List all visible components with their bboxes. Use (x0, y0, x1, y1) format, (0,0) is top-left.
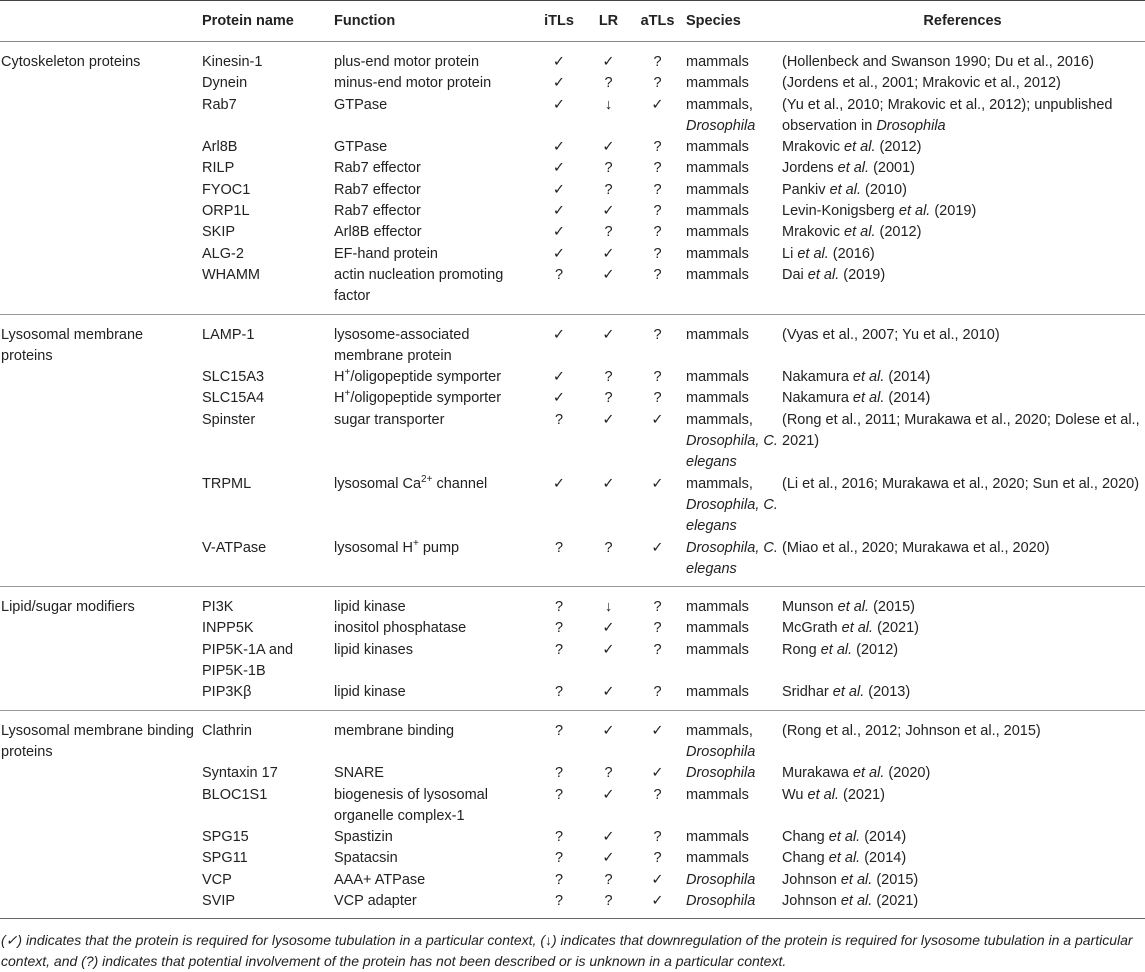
protein-name-cell: SKIP (202, 224, 236, 241)
species-cell: mammals (686, 369, 749, 386)
reference-cell: Chang et al. (2014) (782, 829, 907, 846)
atls-cell: ? (653, 829, 662, 846)
atls-cell: ? (653, 641, 662, 658)
atls-cell: ✓ (631, 891, 684, 919)
table-row (0, 474, 1145, 538)
reference-cell: (Rong et al., 2012; Johnson et al., 2015) (782, 722, 1041, 739)
category-cell (0, 827, 200, 848)
reference-cell: Mrakovic et al. (2012) (782, 224, 922, 241)
protein-name-cell: FYOC1 (202, 181, 251, 198)
species-cell: mammals (686, 203, 749, 220)
atls-cell: ? (653, 599, 662, 616)
atls-cell: ? (653, 620, 662, 637)
category-cell (0, 618, 200, 639)
lr-cell: ✓ (602, 139, 615, 156)
species-cell: mammals (686, 599, 749, 616)
table-row (0, 682, 1145, 710)
species-cell: mammals (686, 850, 749, 867)
category-cell: Lipid/sugar modifiers (1, 599, 135, 616)
protein-name-cell: Arl8B (202, 139, 238, 156)
reference-cell: Chang et al. (2014) (782, 850, 907, 867)
lr-cell: ✓ (602, 722, 615, 739)
category-cell (0, 870, 200, 891)
species-cell: Drosophila (686, 871, 756, 888)
category-cell (0, 763, 200, 784)
lr-cell: ? (586, 891, 631, 919)
reference-cell: (Rong et al., 2011; Murakawa et al., 2020; Dolese et al., 2021) (782, 411, 1140, 450)
itls-cell: ✓ (552, 75, 566, 92)
reference-cell: Johnson et al. (2015) (782, 871, 919, 888)
species-cell: mammals, Drosophila (686, 722, 756, 760)
atls-cell: ? (653, 139, 662, 156)
reference-cell: Munson et al. (2015) (782, 599, 916, 616)
function-cell: lysosomal $Ca^{2+}$ channel (334, 473, 488, 492)
lr-cell: ? (604, 765, 613, 782)
function-cell: Arl8B effector (334, 224, 422, 241)
function-cell: lipid kinase (332, 682, 532, 710)
function-cell: minus-end motor protein (334, 75, 492, 92)
header-protein-name: Protein name (200, 1, 332, 42)
protein-name-cell: SPG15 (202, 829, 249, 846)
header-function: Function (332, 1, 532, 42)
table-row (0, 618, 1145, 639)
lr-cell: ✓ (602, 620, 615, 637)
atls-cell: ? (631, 682, 684, 710)
species-cell: mammals (684, 265, 780, 314)
function-cell: lysosome-associated membrane protein (334, 326, 470, 364)
protein-name-cell: Clathrin (202, 722, 252, 739)
lr-cell: ✓ (602, 475, 615, 492)
itls-cell: ✓ (552, 181, 566, 198)
lr-cell: ✓ (602, 641, 615, 658)
table-row (0, 314, 1145, 367)
table-row (0, 222, 1145, 243)
table-row (0, 891, 1145, 919)
protein-name-cell: LAMP-1 (202, 326, 255, 343)
protein-name-cell: Dynein (202, 75, 248, 92)
protein-name-cell: ALG-2 (202, 245, 244, 262)
header-species: Species (684, 1, 780, 42)
itls-cell: ✓ (552, 203, 566, 220)
atls-cell: ? (653, 75, 662, 92)
atls-cell: ? (653, 786, 662, 803)
category-cell (0, 222, 200, 243)
species-cell: Drosophila, C. elegans (684, 538, 780, 587)
atls-cell: ✓ (651, 475, 664, 492)
reference-cell: Mrakovic et al. (2012) (782, 139, 922, 156)
table-row (0, 785, 1145, 828)
itls-cell: ? (554, 722, 564, 739)
lr-cell: ✓ (602, 786, 615, 803)
itls-cell: ? (554, 411, 564, 428)
atls-cell: ✓ (651, 722, 664, 739)
table-row (0, 640, 1145, 683)
function-cell: inositol phosphatase (334, 620, 467, 637)
itls-cell: ? (554, 641, 564, 658)
reference-cell: Nakamura et al. (2014) (782, 390, 931, 407)
lr-cell: ✓ (586, 265, 631, 314)
itls-cell: ? (554, 786, 564, 803)
table-row (0, 244, 1145, 265)
protein-name-cell: VCP (202, 871, 232, 888)
species-cell: mammals (686, 139, 749, 156)
protein-name-cell: TRPML (202, 475, 252, 492)
species-cell: mammals (684, 682, 780, 710)
category-cell (0, 474, 200, 538)
lr-cell: ? (604, 224, 613, 241)
species-cell: mammals (686, 829, 749, 846)
function-cell: Rab7 effector (334, 181, 421, 198)
itls-cell: ✓ (552, 54, 566, 70)
lr-cell: ✓ (602, 829, 615, 846)
function-cell: SNARE (334, 765, 384, 782)
protein-name-cell: SVIP (200, 891, 332, 919)
category-cell (0, 201, 200, 222)
function-cell: H+/oligopeptide symporter (334, 367, 502, 386)
atls-cell: ✓ (651, 765, 664, 782)
header-row (0, 1, 1145, 42)
reference-cell: Johnson et al. (2021) (780, 891, 1145, 919)
species-cell: Drosophila (684, 891, 780, 919)
reference-cell: Dai et al. (2019) (780, 265, 1145, 314)
function-cell: Spatacsin (334, 850, 398, 867)
category-cell: Cytoskeleton proteins (1, 54, 141, 70)
table-row (0, 410, 1145, 474)
species-cell: Drosophila (686, 765, 756, 782)
protein-name-cell: BLOC1S1 (202, 786, 268, 803)
itls-cell: ✓ (552, 475, 566, 492)
category-cell (0, 137, 200, 158)
itls-cell: ? (554, 829, 564, 846)
species-cell: mammals, Drosophila (686, 96, 756, 134)
itls-cell: ? (532, 682, 586, 710)
table-footnote: (✓) indicates that the protein is required for lysosome tubulation in a particular context, (↓) indicates that downregulation of the protein is required for lysosome tubulation in a particular context, and (?) indicates that potential involvement of the protein has not been described or is unknown in a particular context. (1, 932, 1133, 969)
reference-cell: McGrath et al. (2021) (782, 620, 920, 637)
function-cell: lipid kinase (334, 599, 406, 616)
function-cell: VCP adapter (332, 891, 532, 919)
table-row (0, 265, 1145, 314)
function-cell: EF-hand protein (334, 245, 438, 262)
lr-cell: ✓ (602, 326, 615, 343)
species-cell: mammals, Drosophila, C. elegans (686, 475, 778, 535)
header-itls: iTLs (532, 1, 586, 42)
category-cell (0, 640, 200, 683)
species-cell: mammals (686, 641, 749, 658)
atls-cell: ? (653, 369, 662, 386)
atls-cell: ? (653, 181, 662, 198)
table-row (0, 73, 1145, 94)
atls-cell: ? (653, 245, 662, 262)
table-row (0, 827, 1145, 848)
protein-name-cell: SLC15A3 (202, 369, 265, 386)
protein-name-cell: Kinesin-1 (202, 54, 263, 70)
header-atls: aTLs (631, 1, 684, 42)
category-cell (0, 891, 200, 919)
category-cell (0, 538, 200, 587)
reference-cell: (Yu et al., 2010; Mrakovic et al., 2012); unpublished observation in Drosophila (782, 96, 1113, 134)
lr-cell: ✓ (602, 54, 615, 70)
category-cell (0, 73, 200, 94)
reference-cell: Rong et al. (2012) (782, 641, 899, 658)
category-cell (0, 848, 200, 869)
species-cell: mammals (686, 75, 749, 92)
reference-cell: Jordens et al. (2001) (782, 160, 916, 177)
lr-cell: ? (604, 369, 613, 386)
itls-cell: ✓ (552, 224, 566, 241)
lr-cell: ? (586, 538, 631, 587)
table-row (0, 95, 1145, 138)
category-cell (0, 244, 200, 265)
atls-cell: ? (653, 160, 662, 177)
table-row (0, 201, 1145, 222)
itls-cell: ✓ (552, 160, 566, 177)
table-row (0, 870, 1145, 891)
atls-cell: ? (631, 265, 684, 314)
lr-cell: ? (604, 75, 613, 92)
species-cell: mammals (686, 181, 749, 198)
lr-cell: ✓ (602, 245, 615, 262)
reference-cell: (Jordens et al., 2001; Mrakovic et al., 2012) (782, 75, 1061, 92)
itls-cell: ✓ (552, 96, 566, 113)
itls-cell: ? (532, 891, 586, 919)
table-row (0, 180, 1145, 201)
atls-cell: ? (653, 54, 662, 70)
category-cell (0, 682, 200, 710)
protein-name-cell: Syntaxin 17 (202, 765, 278, 782)
function-cell: Rab7 effector (334, 160, 421, 177)
reference-cell: Levin-Konigsberg et al. (2019) (782, 203, 977, 220)
lr-cell: ✓ (602, 203, 615, 220)
table-row (0, 710, 1145, 763)
reference-cell: Pankiv et al. (2010) (782, 181, 907, 198)
atls-cell: ✓ (651, 411, 664, 428)
protein-name-cell: WHAMM (200, 265, 332, 314)
species-cell: mammals, Drosophila, C. elegans (686, 411, 778, 471)
header-lr: LR (586, 1, 631, 42)
function-cell: Rab7 effector (334, 203, 421, 220)
atls-cell: ? (653, 850, 662, 867)
atls-cell: ✓ (651, 871, 664, 888)
itls-cell: ✓ (552, 369, 566, 386)
protein-name-cell: V-ATPase (200, 538, 332, 587)
itls-cell: ? (554, 599, 564, 616)
protein-name-cell: SPG11 (202, 850, 248, 867)
itls-cell: ? (532, 265, 586, 314)
lr-cell: ↓ (604, 599, 613, 616)
function-cell: plus-end motor protein (334, 54, 480, 70)
table-row (0, 538, 1145, 587)
function-cell: H+/oligopeptide symporter (334, 388, 502, 407)
reference-cell: Li et al. (2016) (782, 245, 875, 262)
protein-name-cell: INPP5K (202, 620, 254, 637)
itls-cell: ? (554, 850, 564, 867)
table-row (0, 763, 1145, 784)
lr-cell: ? (604, 160, 613, 177)
protein-name-cell: ORP1L (202, 203, 250, 220)
category-cell (0, 410, 200, 474)
category-cell (0, 785, 200, 828)
lr-cell: ✓ (602, 411, 615, 428)
lr-cell: ? (604, 181, 613, 198)
itls-cell: ✓ (552, 326, 566, 343)
protein-name-cell: Rab7 (202, 96, 237, 113)
species-cell: mammals (686, 326, 749, 343)
reference-cell: (Vyas et al., 2007; Yu et al., 2010) (782, 326, 1000, 343)
lr-cell: ✓ (586, 682, 631, 710)
reference-cell: Wu et al. (2021) (782, 786, 885, 803)
function-cell: Spastizin (334, 829, 393, 846)
reference-cell: (Li et al., 2016; Murakawa et al., 2020; Sun et al., 2020) (782, 475, 1140, 492)
category-cell (0, 180, 200, 201)
function-cell: lysosomal H+ pump (332, 538, 532, 587)
category-cell: Lysosomal membrane proteins (1, 326, 144, 364)
lr-cell: ? (604, 871, 613, 888)
function-cell: GTPase (334, 139, 388, 156)
table-row (0, 42, 1145, 74)
header-category (0, 1, 200, 42)
category-cell (0, 95, 200, 138)
protein-name-cell: PIP5K-1A and PIP5K-1B (202, 641, 294, 680)
function-cell: sugar transporter (334, 411, 445, 428)
atls-cell: ? (653, 390, 662, 407)
protein-name-cell: SLC15A4 (202, 390, 265, 407)
itls-cell: ✓ (552, 245, 566, 262)
species-cell: mammals (686, 390, 749, 407)
protein-name-cell: PI3K (202, 599, 234, 616)
itls-cell: ? (554, 871, 564, 888)
atls-cell: ? (653, 203, 662, 220)
table-row (0, 848, 1145, 869)
function-cell: membrane binding (334, 722, 455, 739)
reference-cell: (Hollenbeck and Swanson 1990; Du et al., 2016) (782, 54, 1094, 70)
category-cell (0, 367, 200, 388)
species-cell: mammals (686, 786, 749, 803)
atls-cell: ✓ (651, 96, 664, 113)
function-cell: biogenesis of lysosomal organelle complex-1 (334, 786, 488, 824)
protein-name-cell: PIP3Kβ (200, 682, 332, 710)
header-references: References (780, 1, 1145, 42)
atls-cell: ? (653, 224, 662, 241)
table-row (0, 137, 1145, 158)
function-cell: actin nucleation promoting factor (332, 265, 532, 314)
lr-cell: ↓ (604, 96, 613, 113)
species-cell: mammals (686, 620, 749, 637)
category-cell (0, 158, 200, 179)
function-cell: lipid kinases (334, 641, 413, 658)
reference-cell: Murakawa et al. (2020) (782, 765, 931, 782)
category-cell (0, 388, 200, 409)
lr-cell: ? (604, 390, 613, 407)
table-body (0, 42, 1145, 919)
species-cell: mammals (686, 245, 749, 262)
species-cell: mammals (686, 54, 749, 70)
table-row (0, 587, 1145, 619)
species-cell: mammals (686, 224, 749, 241)
function-cell: GTPase (334, 96, 388, 113)
itls-cell: ? (554, 620, 564, 637)
protein-name-cell: Spinster (202, 411, 256, 428)
table-row (0, 388, 1145, 409)
atls-cell: ? (653, 326, 662, 343)
itls-cell: ✓ (552, 139, 566, 156)
protein-name-cell: RILP (202, 160, 235, 177)
table-row (0, 367, 1145, 388)
atls-cell: ✓ (631, 538, 684, 587)
reference-cell: (Miao et al., 2020; Murakawa et al., 2020) (780, 538, 1145, 587)
lr-cell: ✓ (602, 850, 615, 867)
itls-cell: ? (532, 538, 586, 587)
itls-cell: ? (554, 765, 564, 782)
reference-cell: Nakamura et al. (2014) (782, 369, 931, 386)
reference-cell: Sridhar et al. (2013) (780, 682, 1145, 710)
category-cell (0, 265, 200, 314)
species-cell: mammals (686, 160, 749, 177)
itls-cell: ✓ (552, 390, 566, 407)
function-cell: AAA+ ATPase (334, 871, 426, 888)
table-row (0, 158, 1145, 179)
category-cell: Lysosomal membrane binding proteins (1, 722, 194, 760)
